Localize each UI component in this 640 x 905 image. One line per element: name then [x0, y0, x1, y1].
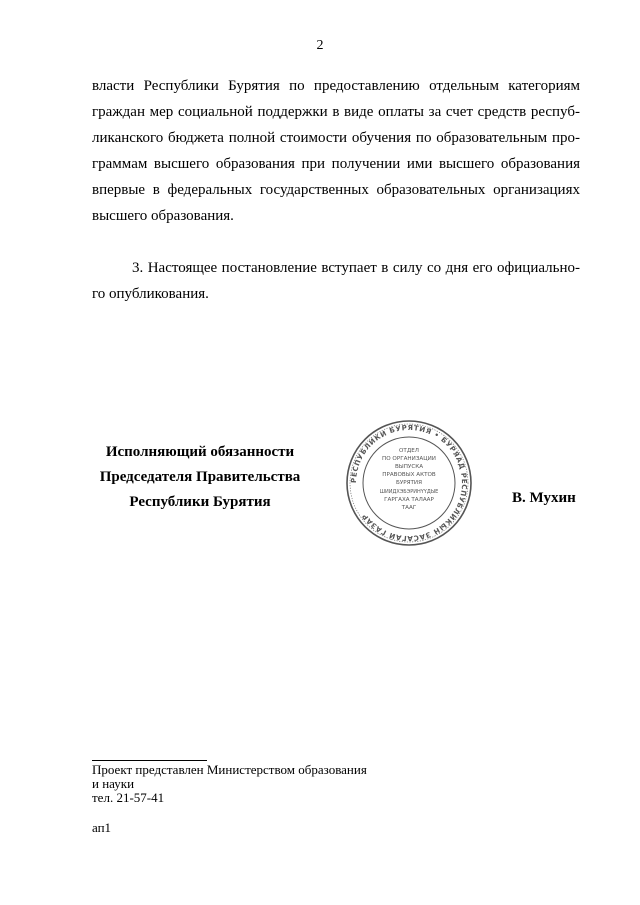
paragraph-1-line: власти Республики Бурятия по предоставлению отдельным категориям	[92, 78, 580, 94]
paragraph-1-line: впервые в федеральных государственных образовательных организациях	[92, 182, 580, 198]
seal-inner-line: ГАРГАХА ТАЛААР	[384, 497, 434, 503]
paragraph-1-line: граммам высшего образования при получении ими высшего образования	[92, 156, 580, 172]
signatory-title-line: Председателя Правительства	[99, 469, 301, 485]
official-seal	[344, 418, 474, 548]
seal-inner-line: БУРЯТИЯ	[396, 480, 422, 486]
signatory-title-line: Республики Бурятия	[129, 494, 271, 510]
footnote-line: и науки	[92, 776, 135, 791]
paragraph-2-line: 3. Настоящее постановление вступает в силу со дня его официально-	[132, 260, 580, 276]
footnote-divider	[92, 760, 207, 761]
seal-inner-line: ТААГ	[401, 505, 417, 511]
seal-inner-line: ВЫПУСКА	[394, 464, 424, 470]
seal-inner-line: ШИИДХЭБЭРИНҮҮДЫЕ	[379, 489, 439, 495]
seal-inner-line: ПО ОРГАНИЗАЦИИ	[382, 456, 436, 462]
footnote-line: Проект представлен Министерством образования	[92, 762, 367, 777]
document-code: ап1	[92, 820, 112, 835]
paragraph-2-line: го опубликования.	[92, 286, 209, 302]
paragraph-2	[92, 255, 580, 307]
signer-name: В. Мухин	[512, 490, 576, 506]
signatory-title-line: Исполняющий обязанности	[105, 444, 295, 460]
paragraph-1	[92, 73, 580, 229]
paragraph-1-line: граждан мер социальной поддержки в виде оплаты за счет средств респуб-	[92, 104, 580, 120]
seal-inner-line: ПРАВОВЫХ АКТОВ	[382, 472, 436, 478]
seal-inner-line: ОТДЕЛ	[399, 448, 419, 454]
footnote-line: тел. 21-57-41	[92, 790, 165, 805]
page-number: 2	[316, 38, 324, 53]
signatory-title	[80, 440, 320, 515]
paragraph-1-line: высшего образования.	[92, 208, 234, 224]
footnote	[92, 763, 367, 805]
seal-outer-text: РЕСПУБЛИКИ БУРЯТИЯ • БУРЯАД РЕСПУБЛИКЫН ЗАСАГАЙ ГАЗАР	[349, 423, 469, 543]
paragraph-1-line: ликанского бюджета полной стоимости обучения по образовательным про-	[92, 130, 580, 146]
